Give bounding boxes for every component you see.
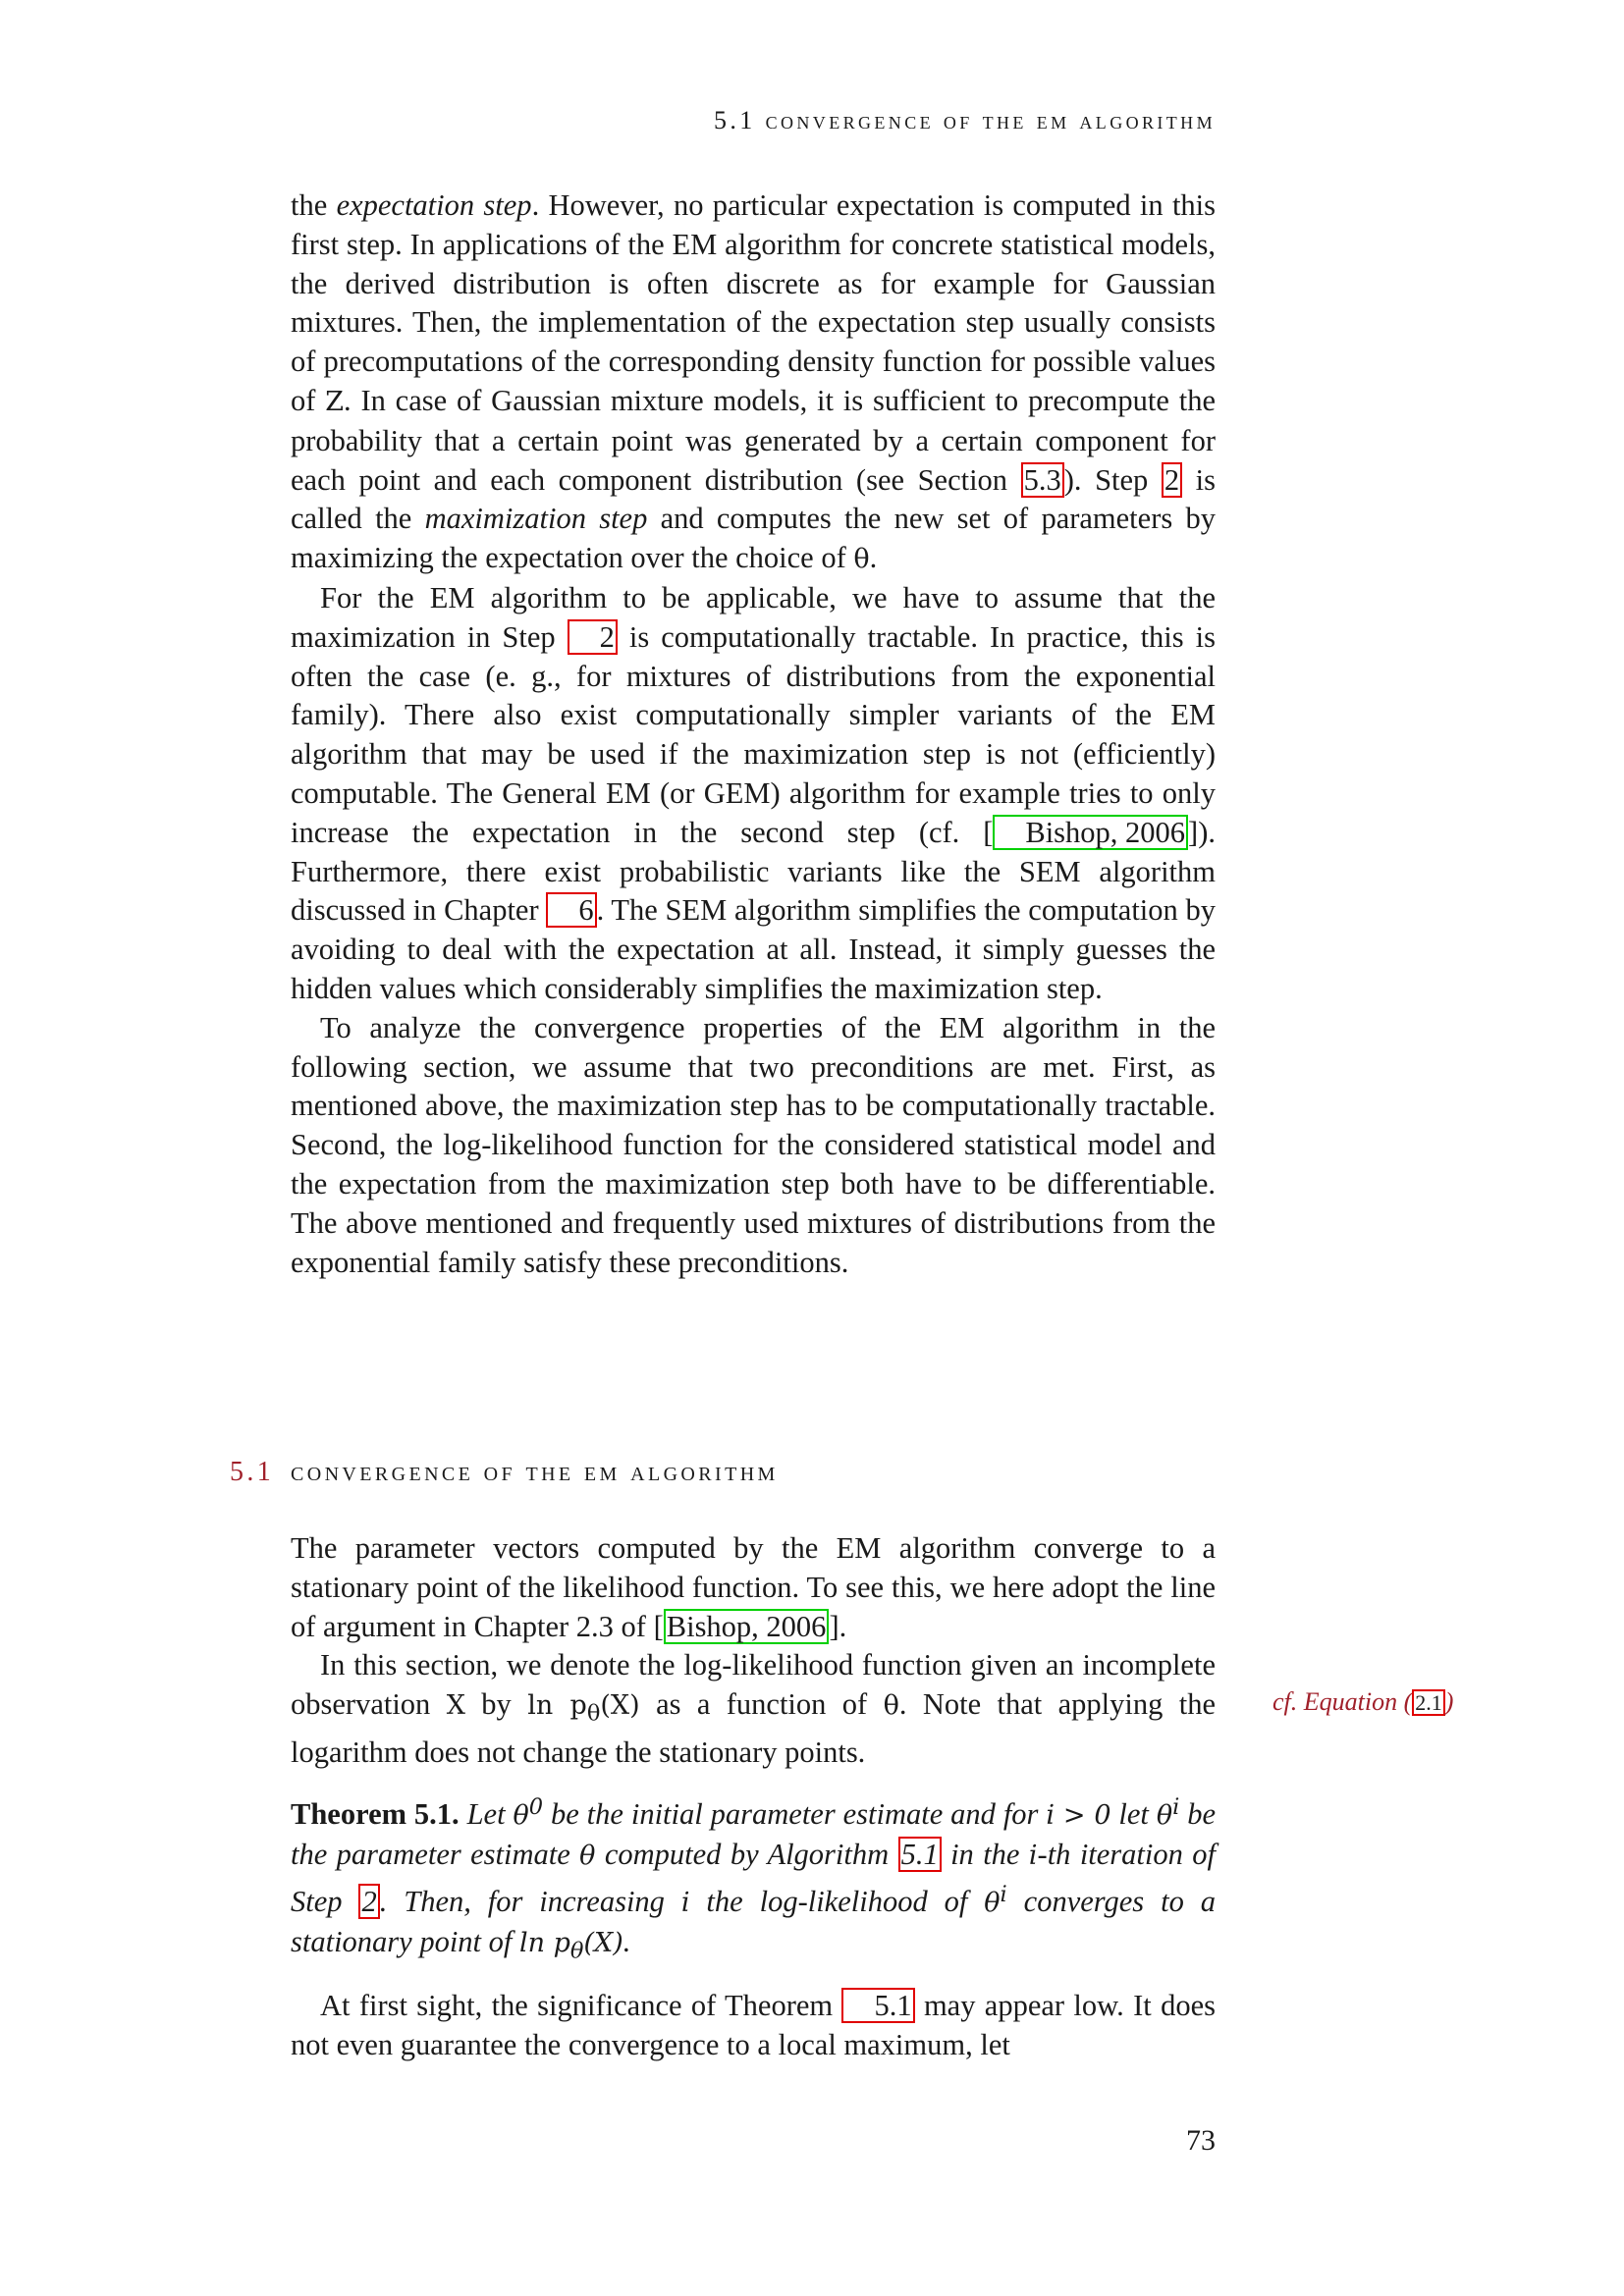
margin-note: cf. Equation ( 2.1 ) [1272,1687,1454,1716]
equation-ref-link[interactable]: 2.1 [1412,1689,1445,1716]
body-block-top [291,187,1216,1282]
body-block-section [291,1529,1216,2064]
section-title: convergence of the em algorithm [291,1457,779,1487]
paragraph-parameter-vectors: The parameter vectors computed by the EM algorithm converge to a stationary point of the likelihood function. To see this, we here adopt the line of argument in Chapter 2.3 of [Bishop, 2006]. [291,1531,1216,1643]
step-ref-link[interactable]: 2 [568,619,618,655]
paragraph-expectation-step: the expectation step. However, no particular expectation is computed in this first step. In applications of the EM algorithm for concrete statistical models, the derived distribution is often discrete as for example for Gaussian mixtures. Then, the implementation of the expectation step usually consists of precomputations of the corresponding density function for possible values of Z. In case of Gaussian mixture models, it is sufficient to precompute the probability that a certain point was generated by a certain component for each point and each component distribution (see Section 5.3). Step 2 is called the maximization step and computes the new set of parameters by maximizing the expectation over the choice of θ. [291,188,1217,575]
step-ref-link[interactable]: 2 [358,1884,379,1919]
running-head: 5.1 convergence of the em algorithm [714,106,1216,134]
theorem-5-1: Theorem 5.1. Let $\theta^0$ be the initial parameter estimate and for i > 0 let $\theta^i$ be the parameter estimate θ computed by Algorithm 5.1 in the i-th iteration of Step 2. Then, for increasing i the log-likelihood of $\theta^i$ converges to a stationary point of $\ln p_\theta(X)$. [291,1794,1216,1963]
paragraph-significance: At first sight, the significance of Theorem 5.1 may appear low. It does not even guarantee the convergence to a local maximum, let [291,1988,1217,2061]
section-ref-link[interactable]: 5.3 [1021,462,1064,498]
section-number: 5.1 [230,1457,275,1487]
paragraph-preconditions: To analyze the convergence properties of the EM algorithm in the following section, we assume that two preconditions are met. First, as mentioned above, the maximization step has to be computationally tractable. Second, the log-likelihood function for the considered statistical model and the expectation from the maximization step both have to be differentiable. The above mentioned and frequently used mixtures of distributions from the exponential family satisfy these preconditions. [291,1010,1216,1279]
section-heading [230,1457,779,1488]
citation-link[interactable]: Bishop, 2006 [664,1609,830,1644]
theorem-ref-link[interactable]: 5.1 [841,1988,914,2023]
paragraph-log-likelihood: In this section, we denote the log-likelihood function given an incomplete observation X by $\ln p_\theta(X)$ as a function of θ. Note that applying the logarithm does not change the stationary points. [291,1648,1217,1770]
step-ref-link[interactable]: 2 [1162,462,1182,498]
paragraph-applicability: For the EM algorithm to be applicable, we have to assume that the maximization in Step 2 is computationally tractable. In practice, this is often the case (e. g., for mixtures of distributions from the exponential family). There also exist computationally simpler variants of the EM algorithm that may be used if the maximization step is not (efficiently) computable. The General EM (or GEM) algorithm for example tries to only increase the expectation in the second step (cf. [ Bishop, 2006]). Furthermore, there exist probabilistic variants like the SEM algorithm discussed in Chapter 6. The SEM algorithm simplifies the computation by avoiding to deal with the expectation at all. Instead, it simply guesses the hidden values which considerably simplifies the maximization step. [291,580,1217,1005]
algorithm-ref-link[interactable]: 5.1 [898,1837,942,1872]
page-number: 73 [1186,2124,1216,2157]
citation-link[interactable]: Bishop, 2006 [993,815,1188,850]
theorem-label: Theorem 5.1. [291,1797,460,1832]
chapter-ref-link[interactable]: 6 [546,892,596,928]
